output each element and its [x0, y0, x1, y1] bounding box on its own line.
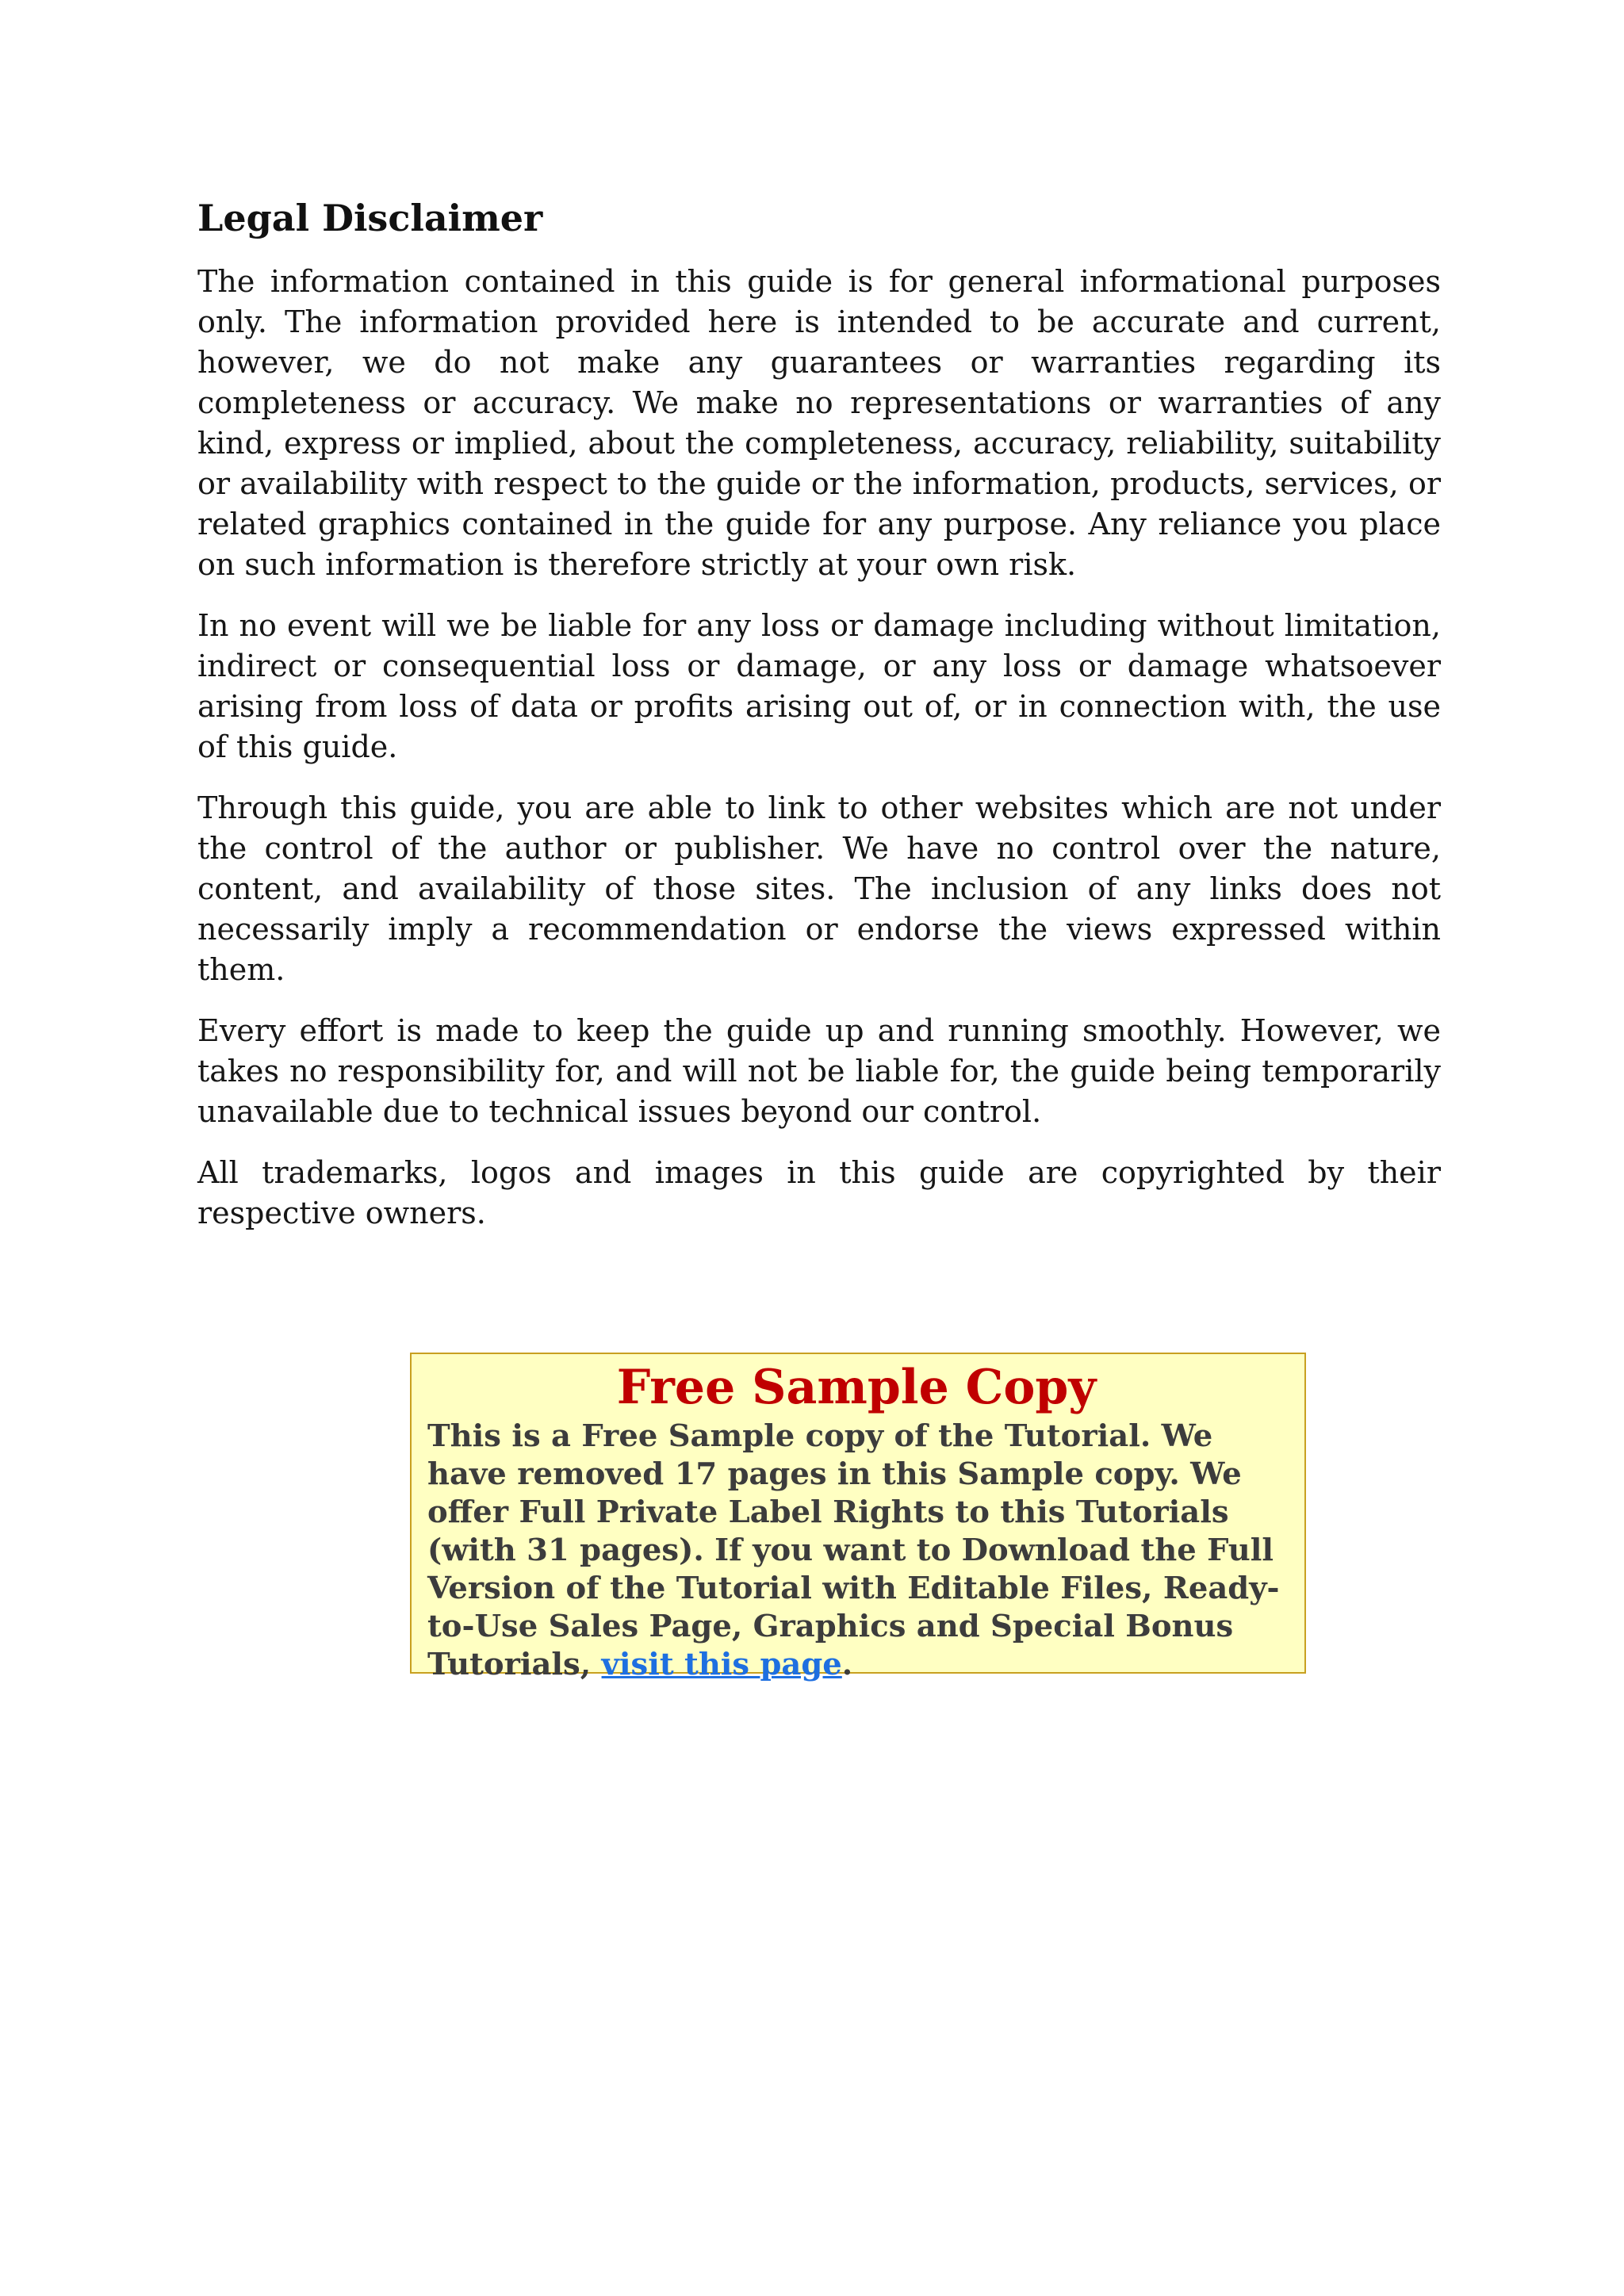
paragraph-general-info: The information contained in this guide is for general informational purposes only. The information provided here is intended to be accurate and current, however, we do not make any guarantees or warranties regarding its completeness or accuracy. We make no representations or warranties of any kind, express or implied, about the completeness, accuracy, reliability, suitability or availability with respect to the guide or the information, products, services, or related graphics contained in the guide for any purpose. Any reliance you place on such information is therefore strictly at your own risk. [197, 264, 1441, 582]
paragraph-liability: In no event will we be liable for any loss or damage including without limitation, indirect or consequential loss or damage, or any loss or damage whatsoever arising from loss of data or profits arising out of, or in connection with, the use of this guide. [197, 608, 1441, 764]
sample-notice-body [427, 1418, 1285, 1684]
sample-notice-title: Free Sample Copy [616, 1360, 1097, 1415]
paragraph-external-links: Through this guide, you are able to link to other websites which are not under the control of the author or publisher. We have no control over the nature, content, and availability of those sites. The inclusion of any links does not necessarily imply a recommendation or endorse the views expressed within them. [197, 790, 1441, 987]
disclaimer-section [197, 190, 1441, 1254]
sample-notice-text: This is a Free Sample copy of the Tutorial. We have removed 17 pages in this Sample copy. We offer Full Private Label Rights to this Tutorials (with 31 pages). If you want to Download the Full Version of the Tutorial with Editable Files, Ready-to-Use Sales Page, Graphics and Special Bonus Tutorials, [427, 1418, 1280, 1682]
sample-notice-period: . [841, 1647, 853, 1682]
free-sample-notice [410, 1353, 1306, 1682]
paragraph-availability: Every effort is made to keep the guide up and running smoothly. However, we takes no responsibility for, and will not be liable for, the guide being temporarily unavailable due to technical issues beyond our control. [197, 1013, 1441, 1129]
paragraph-trademarks: All trademarks, logos and images in this guide are copyrighted by their respective owners. [197, 1155, 1441, 1230]
visit-this-page-link[interactable]: visit this page [601, 1647, 842, 1682]
page-title: Legal Disclaimer [197, 197, 543, 239]
